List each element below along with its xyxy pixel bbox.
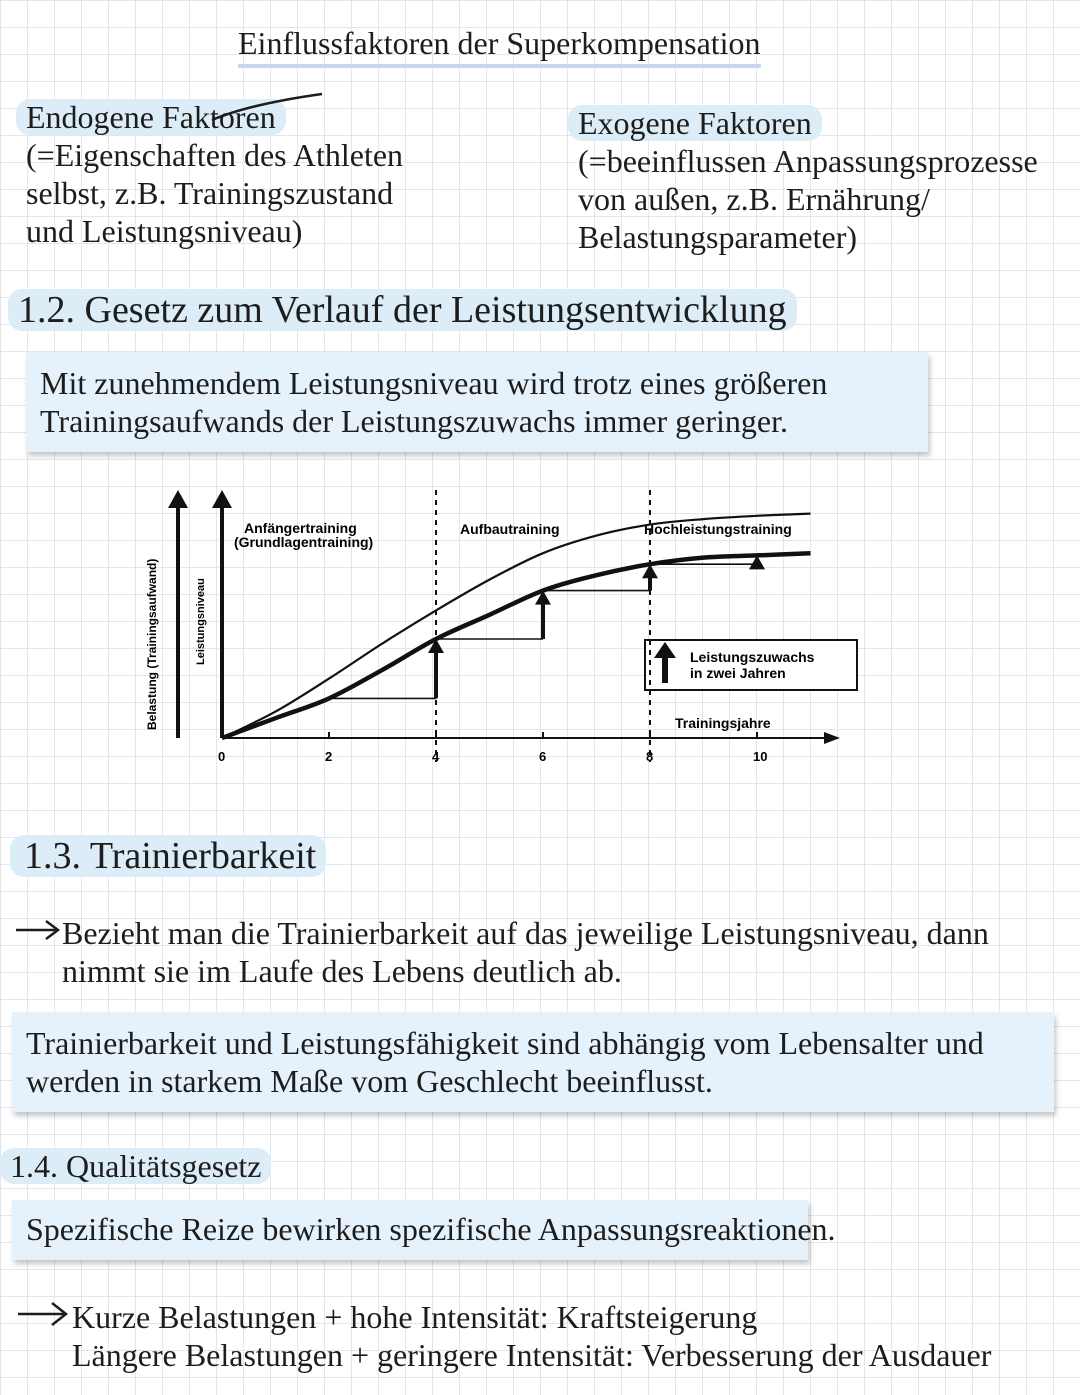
y-label-level: Leistungsniveau — [195, 578, 207, 665]
exogen-line: von außen, z.B. Ernährung/ — [578, 181, 930, 217]
right-arrow-icon — [14, 918, 62, 942]
performance-chart — [130, 480, 890, 780]
law-line: Mit zunehmendem Leistungsniveau wird trotz eines größeren — [40, 365, 828, 401]
legend-arrow-shaft — [662, 655, 668, 683]
endogen-line: und Leistungsniveau) — [26, 213, 303, 249]
trainability-line: nimmt sie im Laufe des Lebens deutlich ab. — [62, 953, 622, 989]
endogen-heading: Endogene Faktoren — [16, 99, 286, 135]
trainability-box-line: werden in starkem Maße vom Geschlecht beeinflusst. — [26, 1063, 713, 1099]
quality-box-line: Spezifische Reize bewirken spezifische Anpassungsreaktionen. — [26, 1211, 836, 1247]
quality-box — [12, 1200, 836, 1260]
y-axis-load-arrow-icon — [168, 490, 188, 508]
phase-label: Hochleistungstraining — [644, 521, 792, 537]
trainability-text — [62, 914, 989, 990]
phase-label: (Grundlagentraining) — [234, 534, 374, 550]
legend-label: in zwei Jahren — [690, 665, 786, 681]
x-tick-label: 4 — [432, 749, 440, 764]
quality-line: Kurze Belastungen + hohe Intensität: Kraftsteigerung — [72, 1299, 758, 1335]
phase-label: Anfängertraining — [244, 520, 357, 536]
exogen-line: (=beeinflussen Anpassungsprozesse — [578, 143, 1038, 179]
law-line: Trainingsaufwands der Leistungszuwachs immer geringer. — [40, 403, 788, 439]
legend-label: Leistungszuwachs — [690, 649, 815, 665]
exogen-block — [568, 104, 1038, 256]
endogen-line: selbst, z.B. Trainingszustand — [26, 175, 394, 211]
endogen-line: (=Eigenschaften des Athleten — [26, 137, 404, 173]
x-tick-label: 8 — [646, 749, 654, 764]
section-heading-1-3: 1.3. Trainierbarkeit — [10, 835, 326, 877]
strike-mark-icon — [210, 90, 330, 130]
x-tick-label: 10 — [753, 749, 768, 764]
section-heading-1-4: 1.4. Qualitätsgesetz — [0, 1148, 271, 1184]
x-tick-label: 6 — [539, 749, 547, 764]
phase-label: Aufbautraining — [460, 521, 560, 537]
y-label-load: Belastung (Trainingsaufwand) — [145, 558, 159, 730]
section-heading-1-2: 1.2. Gesetz zum Verlauf der Leistungsentwicklung — [8, 289, 797, 331]
exogen-line: Belastungsparameter) — [578, 219, 857, 255]
trainability-line: Bezieht man die Trainierbarkeit auf das jeweilige Leistungsniveau, dann — [62, 915, 989, 951]
quality-text — [72, 1298, 991, 1374]
x-axis-arrow-icon — [824, 732, 840, 744]
quality-line: Längere Belastungen + geringere Intensität: Verbesserung der Ausdauer — [72, 1337, 992, 1373]
law-box — [26, 352, 928, 452]
y-axis-level-arrow-icon — [212, 490, 232, 508]
right-arrow-icon — [16, 1300, 70, 1328]
exogen-heading: Exogene Faktoren — [568, 105, 822, 141]
x-axis-label: Trainingsjahre — [675, 715, 771, 731]
trainability-box — [12, 1012, 1054, 1112]
x-tick-label: 0 — [218, 749, 226, 764]
trainability-box-line: Trainierbarkeit und Leistungsfähigkeit sind abhängig vom Lebensalter und — [26, 1025, 984, 1061]
page-title: Einflussfaktoren der Superkompensation — [238, 22, 761, 68]
x-tick-label: 2 — [325, 749, 333, 764]
